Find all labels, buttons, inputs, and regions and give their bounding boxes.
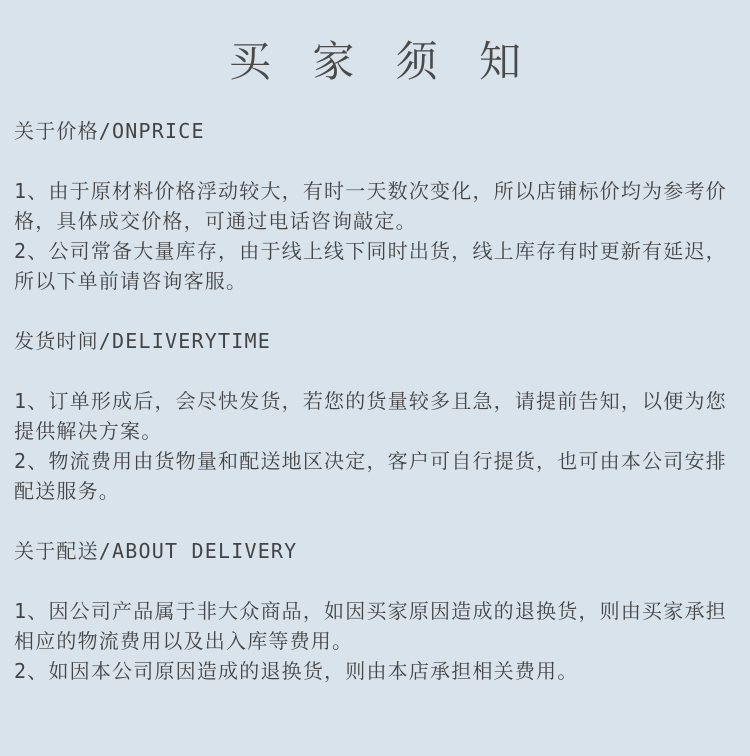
section-heading-price: 关于价格/ONPRICE [14, 119, 205, 143]
delivery-time-item-1: 1、订单形成后，会尽快发货，若您的货量较多且急，请提前告知，以便为您提供解决方案。 [14, 389, 727, 443]
delivery-time-item-2: 2、物流费用由货物量和配送地区决定，客户可自行提货，也可由本公司安排配送服务。 [14, 449, 727, 503]
section-about-delivery [14, 536, 742, 686]
about-delivery-item-2: 2、如因本公司原因造成的退换货，则由本店承担相关费用。 [14, 659, 579, 683]
price-item-1: 1、由于原材料价格浮动较大，有时一天数次变化，所以店铺标价均为参考价格，具体成交价格，可通过电话咨询敲定。 [14, 179, 727, 233]
section-price [14, 116, 742, 296]
section-heading-delivery-time: 发货时间/DELIVERYTIME [14, 329, 271, 353]
price-item-2: 2、公司常备大量库存，由于线上线下同时出货，线上库存有时更新有延迟，所以下单前请咨询客服。 [14, 239, 727, 293]
section-delivery-time [14, 326, 742, 506]
about-delivery-item-1: 1、因公司产品属于非大众商品，如因买家原因造成的退换货，则由买家承担相应的物流费用以及出入库等费用。 [14, 599, 727, 653]
page-title: 买 家 须 知 [228, 37, 536, 86]
notice-content [14, 116, 742, 686]
section-heading-about-delivery: 关于配送/ABOUT DELIVERY [14, 539, 298, 563]
